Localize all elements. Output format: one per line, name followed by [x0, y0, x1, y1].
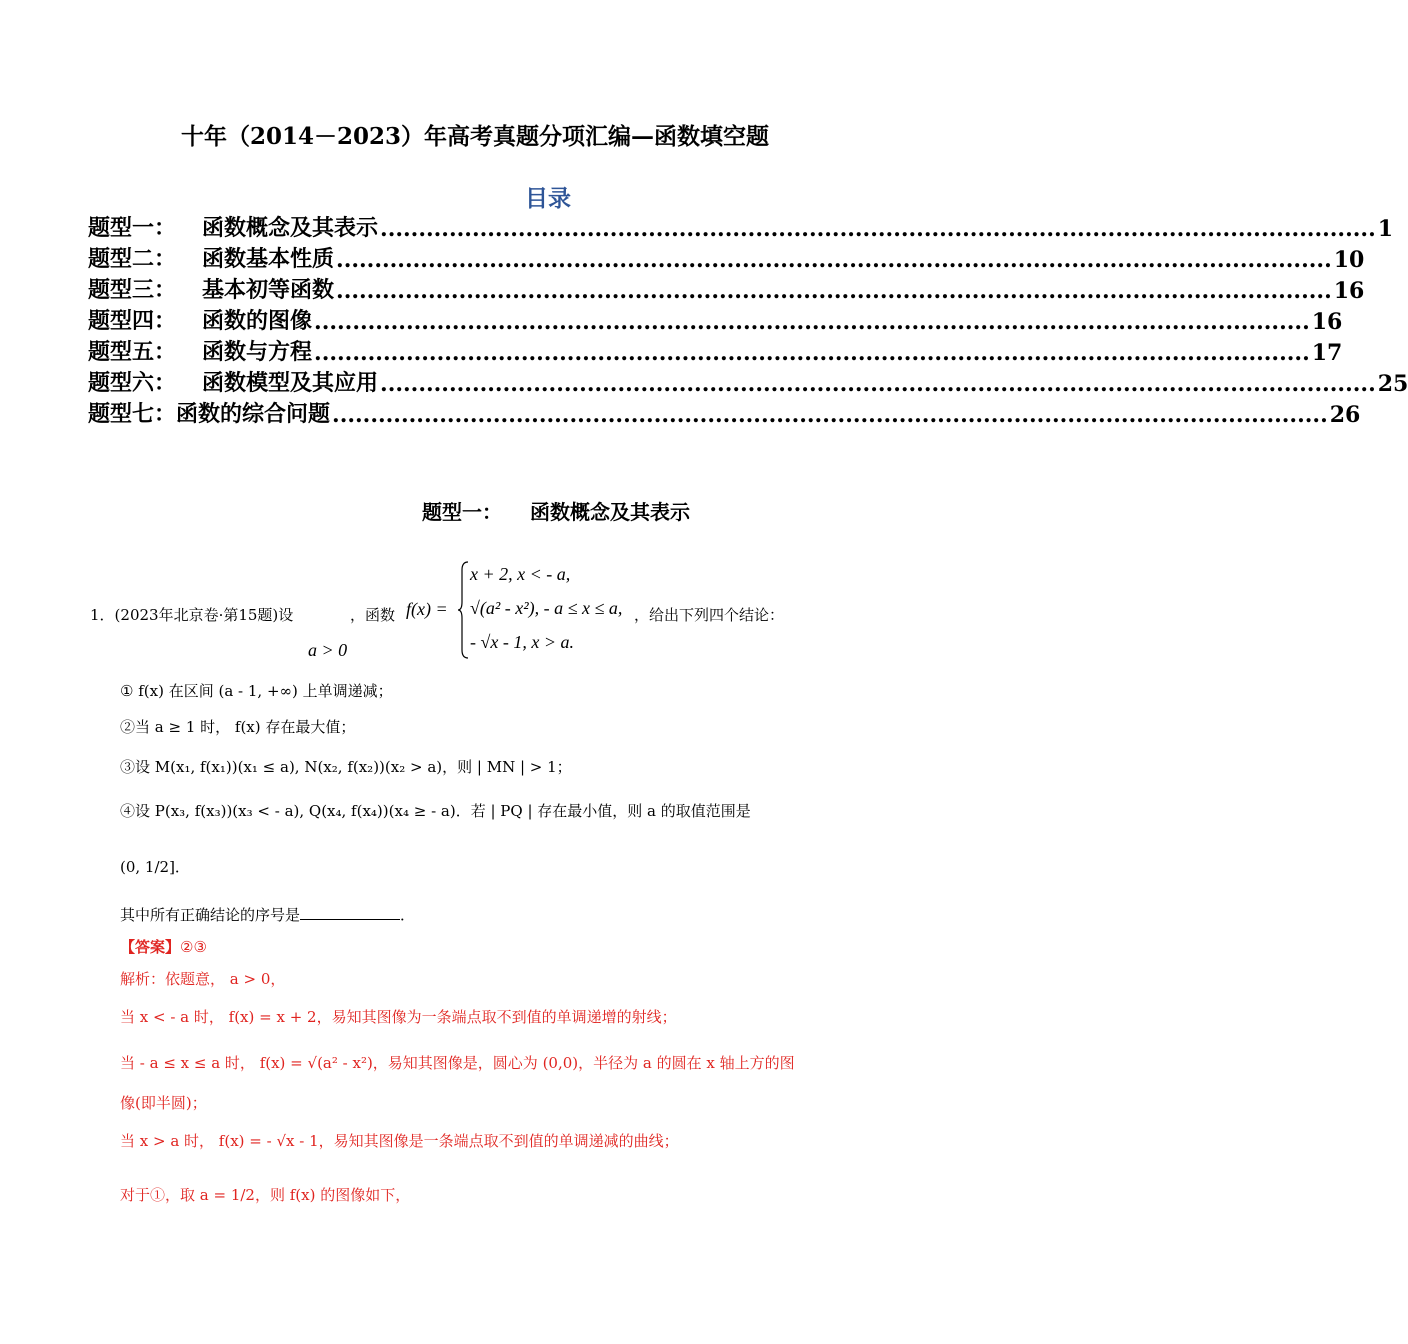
solution-line: 当 x > a 时， f(x) = - √x - 1，易知其图像是一条端点取不到值的单调递减的曲线；	[120, 1132, 679, 1150]
statement-4: ④设 P(x₃, f(x₃))(x₃ < - a), Q(x₄, f(x₄))(x₄ ≥ - a)．若 | PQ | 存在最小值，则 a 的取值范围是	[120, 802, 751, 820]
solution-line: 对于①，取 a = 1/2，则 f(x) 的图像如下，	[120, 1186, 411, 1204]
question-ask: 其中所有正确结论的序号是 ．	[120, 906, 416, 924]
toc-entry[interactable]: 题型四： 函数的图像 .................................................................................................................................. 16	[88, 308, 1343, 335]
section-heading: 题型一： 函数概念及其表示	[422, 500, 690, 524]
case-3: - √x - 1, x > a.	[470, 632, 574, 652]
answer-blank[interactable]	[300, 905, 400, 920]
brace	[458, 560, 470, 664]
toc-entry[interactable]: 题型六： 函数模型及其应用 .................................................................................................................................. 25	[88, 370, 1408, 397]
solution-line: 当 x < - a 时， f(x) = x + 2，易知其图像为一条端点取不到值的单调递增的射线；	[120, 1008, 677, 1026]
question-prefix: 1．(2023年北京卷·第15题)设	[90, 606, 294, 624]
toc-entry[interactable]: 题型三： 基本初等函数 .................................................................................................................................. 16	[88, 277, 1365, 304]
answer-value: ②③	[180, 938, 207, 956]
toc-entry[interactable]: 题型二： 函数基本性质 .................................................................................................................................. 10	[88, 246, 1365, 273]
statement-3: ③设 M(x₁, f(x₁))(x₁ ≤ a), N(x₂, f(x₂))(x₂ > a)，则 | MN | > 1；	[120, 758, 572, 776]
statement-1: ① f(x) 在区间 (a - 1, +∞) 上单调递减；	[120, 682, 393, 700]
solution-line: 像(即半圆)；	[120, 1094, 207, 1112]
solution-line: 解析：依题意， a > 0，	[120, 970, 286, 988]
case-1: x + 2, x < - a,	[470, 564, 571, 584]
case-2: √(a² - x²), - a ≤ x ≤ a,	[470, 598, 623, 618]
toc-entry[interactable]: 题型五： 函数与方程 .................................................................................................................................. 17	[88, 339, 1343, 366]
solution-line: 当 - a ≤ x ≤ a 时， f(x) = √(a² - x²)，易知其图像是，圆心为 (0,0)，半径为 a 的圆在 x 轴上方的图	[120, 1054, 795, 1072]
function-name: f(x) =	[406, 599, 448, 619]
question-mid: ，函数	[350, 606, 396, 624]
condition-a: a > 0	[308, 640, 348, 660]
toc-entry[interactable]: 题型一： 函数概念及其表示 .................................................................................................................................. 1	[88, 215, 1394, 242]
document-title: 十年（2014－2023）年高考真题分项汇编—函数填空题	[180, 123, 770, 150]
statement-4-range: (0, 1/2]．	[120, 858, 190, 876]
question-tail: ，给出下列四个结论：	[634, 606, 785, 624]
answer-label: 【答案】	[120, 938, 181, 956]
statement-2: ②当 a ≥ 1 时， f(x) 存在最大值；	[120, 718, 356, 736]
toc-heading: 目录	[525, 185, 571, 212]
toc-entry[interactable]: 题型七：函数的综合问题 .................................................................................................................................. 26	[88, 401, 1361, 428]
answer-line	[120, 936, 207, 957]
